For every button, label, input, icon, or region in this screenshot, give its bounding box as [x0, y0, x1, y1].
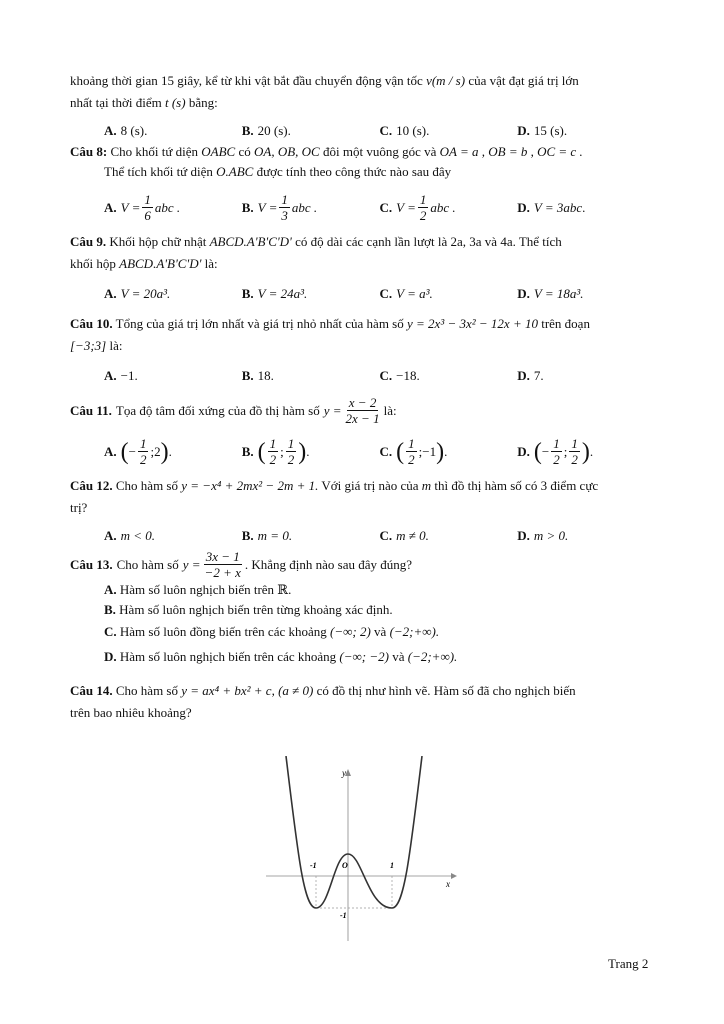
label-y: y [342, 768, 346, 778]
intro-options [70, 120, 655, 142]
option-d[interactable]: D. 15 (s). [517, 123, 568, 138]
option-c[interactable]: C. ( 1 2 ; −1 ) . [379, 436, 448, 467]
option-c[interactable]: C. V = a³. [379, 286, 433, 301]
question-8-options [70, 192, 655, 223]
option-c[interactable]: C. V = $\frac{1}{2}$ abc . [379, 192, 456, 223]
option-d[interactable]: D. V = 18a³. [517, 286, 584, 301]
question-10-options [70, 365, 655, 387]
statement-a[interactable]: A. Hàm số luôn nghịch biến trên ℝ. [104, 582, 292, 597]
option-c[interactable]: C. m ≠ 0. [379, 528, 429, 543]
option-c[interactable]: C. 10 (s). [379, 123, 430, 138]
option-a[interactable]: A. V = 20a³. [104, 286, 171, 301]
label-neg1-x: -1 [310, 861, 317, 870]
label-neg1-y: -1 [340, 911, 347, 920]
option-a[interactable]: A. V = $\frac{1}{6}$ abc . [104, 192, 181, 223]
option-b[interactable]: B. m = 0. [241, 528, 293, 543]
question-10: Câu 10. Tổng của giá trị lớn nhất và giá trị nhỏ nhất của hàm số y = 2x³ − 3x² − 12x + 10 trên đoạn [−3;3] là: [70, 316, 590, 353]
statement-d[interactable]: D. Hàm số luôn nghịch biến trên các khoảng (−∞; −2) và (−2;+∞). [104, 649, 458, 664]
option-c[interactable]: C. −18. [379, 368, 420, 383]
option-a[interactable]: A. m < 0. [104, 528, 156, 543]
option-a[interactable]: A. 8 (s). [104, 123, 148, 138]
question-12: Câu 12. Cho hàm số y = −x⁴ + 2mx² − 2m + 1. Với giá trị nào của m thì đồ thị hàm số có 3 điểm cực trị? [70, 478, 599, 515]
quartic-graph [256, 756, 466, 946]
option-a[interactable]: A. ( − $\frac{1}{2}$ ; 2 ) . [104, 436, 172, 467]
option-b[interactable]: B. V = $\frac{1}{3}$ abc . [241, 192, 318, 223]
question-9-options [70, 283, 655, 305]
option-b[interactable]: B. 18. [241, 368, 274, 383]
question-8: Câu 8: Cho khối tứ diện OABC có OA, OB, OC đôi một vuông góc và OA = a , OB = b , OC = c . Thể tích khối tứ diện O.ABC được tính theo công thức nào sau đây [70, 144, 583, 179]
label-x: x [446, 879, 450, 889]
page-number: Trang 2 [608, 956, 649, 971]
question-11: Câu 11. Tọa độ tâm đối xứng của đồ thị hàm số y = $\frac{x - 2}{2x - 1}$ là: [70, 395, 397, 426]
statement-c[interactable]: C. Hàm số luôn đồng biến trên các khoảng (−∞; 2) và (−2;+∞). [104, 624, 440, 639]
label-origin: O [342, 861, 348, 870]
x-axis-arrow [451, 873, 457, 879]
option-b[interactable]: B. 20 (s). [241, 123, 291, 138]
label-pos1-x: 1 [390, 861, 394, 870]
option-d[interactable]: D. V = 3abc . [517, 199, 586, 215]
option-b[interactable]: B. V = 24a³. [241, 286, 308, 301]
question-12-options [70, 525, 655, 547]
question-14: Câu 14. Cho hàm số y = ax⁴ + bx² + c, (a ≠ 0) có đồ thị như hình vẽ. Hàm số đã cho nghịch biến trên bao nhiêu khoảng? [70, 683, 576, 720]
statement-b[interactable]: B. Hàm số luôn nghịch biến trên từng khoảng xác định. [104, 602, 393, 617]
option-d[interactable]: D. m > 0. [517, 528, 569, 543]
question-13: Câu 13. Cho hàm số y = $\frac{3x - 1}{-2 + x}$ . Khẳng định nào sau đây đúng? [70, 549, 413, 580]
quartic-curve [286, 756, 422, 908]
option-b[interactable]: B. ( 1 2 ; 1 2 ) . [241, 436, 310, 467]
question-9: Câu 9. Khối hộp chữ nhật ABCD.A'B'C'D' có độ dài các cạnh lần lượt là 2a, 3a và 4a. Thể tích khối hộp ABCD.A'B'C'D' là: [70, 234, 562, 271]
exam-page [70, 70, 655, 724]
intro-text: khoảng thời gian 15 giây, kể từ khi vật bắt đầu chuyển động vận tốc v(m / s) của vật đạt giá trị lớn nhất tại thời điểm t (s) bằng: [70, 73, 579, 110]
question-11-options [70, 436, 655, 467]
option-d[interactable]: D. 7. [517, 368, 544, 383]
option-d[interactable]: D. ( − $\frac{1}{2}$ ; 1 2 ) . [517, 436, 594, 467]
option-a[interactable]: A. −1. [104, 368, 138, 383]
